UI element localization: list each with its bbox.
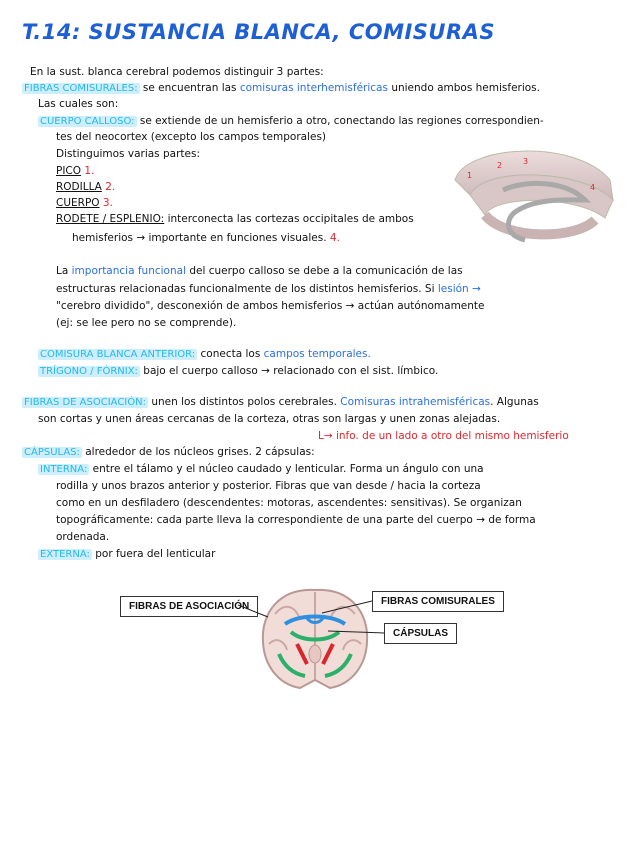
trigono-label: TRÍGONO / FÓRNIX: bbox=[40, 366, 138, 377]
capsula-interna-line1 bbox=[38, 463, 484, 475]
importancia-line4: (ej: se lee pero no se comprende). bbox=[56, 317, 237, 329]
fibras-comisurales-line bbox=[22, 82, 540, 94]
importancia-p2: del cuerpo calloso se debe a la comunicación de las bbox=[189, 265, 463, 277]
part-rodete bbox=[56, 213, 414, 225]
part-cuerpo-num: 3. bbox=[102, 197, 113, 209]
label-capsulas: CÁPSULAS bbox=[384, 623, 457, 644]
part-cuerpo-name: CUERPO bbox=[56, 197, 100, 209]
importancia-line2 bbox=[56, 283, 481, 295]
fibras-asociacion-term: Comisuras intrahemisféricas bbox=[340, 396, 491, 408]
part-rodete-line2 bbox=[72, 232, 340, 244]
callosum-num-3: 3 bbox=[523, 157, 529, 166]
fibras-asociacion-line2: son cortas y unen áreas cercanas de la corteza, otras son largas y unen zonas alejadas. bbox=[38, 413, 501, 425]
page-title: T.14: SUSTANCIA BLANCA, COMISURAS bbox=[22, 20, 496, 44]
capsula-interna-line4: topográficamente: cada parte lleva la correspondiente de una parte del cuerpo → de forma bbox=[56, 514, 536, 526]
part-rodete-text2: hemisferios → importante en funciones visuales. bbox=[72, 232, 327, 244]
label-fibras-asociacion: FIBRAS DE ASOCIACIÓN bbox=[120, 596, 258, 617]
comisura-anterior-label: COMISURA BLANCA ANTERIOR: bbox=[40, 349, 196, 360]
capsula-externa-text: por fuera del lenticular bbox=[95, 548, 216, 560]
part-rodilla bbox=[56, 181, 115, 193]
fibras-asociacion-label: FIBRAS DE ASOCIACIÓN: bbox=[24, 397, 146, 408]
importancia-line2a: estructuras relacionadas funcionalmente de los distintos hemisferios. Si bbox=[56, 283, 435, 295]
importancia-line3: "cerebro dividido", desconexión de ambos hemisferios → actúan autónomamente bbox=[56, 300, 485, 312]
part-rodete-text1: interconecta las cortezas occipitales de ambos bbox=[167, 213, 414, 225]
capsula-interna-line2: rodilla y unos brazos anterior y posterior. Fibras que van desde / hacia la corteza bbox=[56, 480, 481, 492]
cuerpo-calloso-line2: tes del neocortex (excepto los campos temporales) bbox=[56, 131, 327, 143]
corpus-callosum-illustration bbox=[445, 140, 615, 250]
fibras-comisurales-label: FIBRAS COMISURALES: bbox=[24, 83, 138, 94]
fibras-comisurales-text1: se encuentran las bbox=[142, 82, 237, 94]
importancia-line1 bbox=[56, 265, 463, 277]
cuerpo-calloso-text1: se extiende de un hemisferio a otro, conectando las regiones correspondien- bbox=[139, 115, 544, 127]
capsula-externa-label: EXTERNA: bbox=[40, 549, 90, 560]
capsula-externa-line bbox=[38, 548, 215, 560]
callosum-num-4: 4 bbox=[590, 183, 596, 192]
fibras-asociacion-text1: unen los distintos polos cerebrales. bbox=[151, 396, 337, 408]
part-rodilla-name: RODILLA bbox=[56, 181, 102, 193]
part-cuerpo bbox=[56, 197, 113, 209]
callosum-num-2: 2 bbox=[497, 161, 503, 170]
cuerpo-calloso-line1 bbox=[38, 115, 544, 127]
fibras-asociacion-note: L→ info. de un lado a otro del mismo hemisferio bbox=[318, 430, 569, 442]
trigono-text: bajo el cuerpo calloso → relacionado con el sist. límbico. bbox=[143, 365, 439, 377]
part-pico-name: PICO bbox=[56, 165, 82, 177]
label-fibras-comisurales: FIBRAS COMISURALES bbox=[372, 591, 504, 612]
comisura-anterior-text: conecta los bbox=[200, 348, 261, 360]
capsulas-text: alrededor de los núcleos grises. 2 cápsulas: bbox=[85, 446, 315, 458]
figure-pointer-lines bbox=[238, 595, 388, 640]
comisura-anterior-term: campos temporales. bbox=[263, 348, 371, 360]
part-rodilla-num: 2. bbox=[105, 181, 116, 193]
cuerpo-calloso-label: CUERPO CALLOSO: bbox=[40, 116, 135, 127]
capsula-interna-label: INTERNA: bbox=[40, 464, 88, 475]
importancia-term: importancia funcional bbox=[71, 265, 186, 277]
capsula-interna-text1: entre el tálamo y el núcleo caudado y lenticular. Forma un ángulo con una bbox=[92, 463, 484, 475]
part-pico-num: 1. bbox=[84, 165, 95, 177]
trigono-line bbox=[38, 365, 438, 377]
fibras-comisurales-term: comisuras interhemisféricas bbox=[239, 82, 388, 94]
partes-intro: Distinguimos varias partes: bbox=[56, 148, 200, 160]
fibras-comisurales-text2: uniendo ambos hemisferios. bbox=[391, 82, 540, 94]
importancia-lesion: lesión → bbox=[437, 283, 481, 295]
fibras-asociacion-text1b: . Algunas bbox=[490, 396, 539, 408]
capsulas-label: CÁPSULAS: bbox=[24, 447, 80, 458]
importancia-p1: La bbox=[56, 265, 69, 277]
callosum-num-1: 1 bbox=[467, 171, 473, 180]
capsulas-line bbox=[22, 446, 315, 458]
cuales-son: Las cuales son: bbox=[38, 98, 119, 110]
intro-text: En la sust. blanca cerebral podemos distinguir 3 partes: bbox=[30, 66, 324, 78]
capsula-interna-line5: ordenada. bbox=[56, 531, 110, 543]
comisura-anterior-line bbox=[38, 348, 371, 360]
part-rodete-num: 4. bbox=[329, 232, 340, 244]
part-pico bbox=[56, 165, 94, 177]
fibras-asociacion-line1 bbox=[22, 396, 539, 408]
part-rodete-name: RODETE / ESPLENIO: bbox=[56, 213, 165, 225]
capsula-interna-line3: como en un desfiladero (descendentes: motoras, ascendentes: sensitivas). Se organizan bbox=[56, 497, 522, 509]
